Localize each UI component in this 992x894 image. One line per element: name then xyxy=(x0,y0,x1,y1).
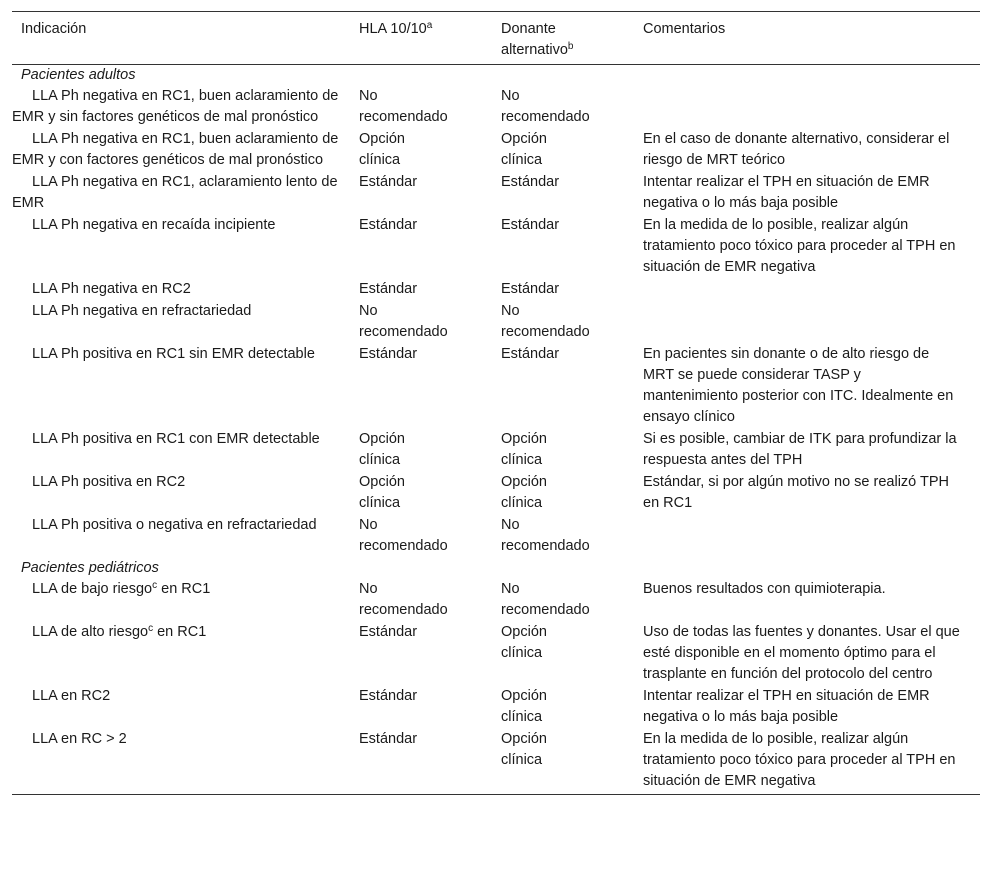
cell-comentarios xyxy=(643,515,980,558)
recommendations-table xyxy=(12,11,980,795)
cell-donante: Opción clínica xyxy=(501,131,547,168)
cell-hla: Estándar xyxy=(359,174,418,190)
cell-hla: Estándar xyxy=(359,688,418,704)
cell-donante: No recomendado xyxy=(501,303,590,340)
table-row xyxy=(12,279,980,301)
cell-comentarios: Uso de todas las fuentes y donantes. Usar el que esté disponible en el momento óptimo para el trasplante en función del protocolo del centro xyxy=(643,624,960,682)
table-row xyxy=(12,344,980,429)
cell-comentarios: En la medida de lo posible, realizar algún tratamiento poco tóxico para proceder al TPH en situación de EMR negativa xyxy=(643,731,956,789)
table-row xyxy=(12,129,980,172)
cell-hla: Estándar xyxy=(359,624,418,640)
header-hla: HLA 10/10$^a$ xyxy=(359,20,433,37)
table-row xyxy=(12,622,980,686)
cell-indicacion: LLA Ph negativa en RC1, aclaramiento lento de EMR xyxy=(12,174,338,211)
cell-donante: Opción clínica xyxy=(501,431,547,468)
table-row xyxy=(12,729,980,795)
cell-indicacion: LLA Ph positiva en RC1 sin EMR detectable xyxy=(32,346,315,362)
cell-indicacion: LLA Ph positiva en RC2 xyxy=(32,474,186,490)
table-row xyxy=(12,686,980,729)
cell-donante: No recomendado xyxy=(501,88,590,125)
header-indicacion: Indicación xyxy=(21,21,87,37)
cell-indicacion: LLA Ph negativa en refractariedad xyxy=(32,303,252,319)
section-label: Pacientes pediátricos xyxy=(21,560,159,576)
cell-hla: Estándar xyxy=(359,731,418,747)
cell-comentarios: En pacientes sin donante o de alto riesgo de MRT se puede considerar TASP y mantenimiento posterior con ITC. Idealmente en ensayo clínico xyxy=(643,346,954,425)
cell-indicacion: LLA Ph negativa en RC1, buen aclaramiento de EMR y sin factores genéticos de mal pronóstico xyxy=(12,88,339,125)
cell-indicacion: LLA Ph negativa en recaída incipiente xyxy=(32,217,276,233)
cell-donante: Estándar xyxy=(501,217,560,233)
cell-indicacion: LLA Ph negativa en RC2 xyxy=(32,281,191,297)
cell-comentarios: En el caso de donante alternativo, considerar el riesgo de MRT teórico xyxy=(643,131,950,168)
table-row xyxy=(12,215,980,279)
table-row xyxy=(12,515,980,558)
cell-hla: Estándar xyxy=(359,281,418,297)
table-row xyxy=(12,472,980,515)
cell-indicacion: LLA de bajo riesgo$^c$ en RC1 xyxy=(32,580,211,597)
cell-comentarios: Intentar realizar el TPH en situación de EMR negativa o lo más baja posible xyxy=(643,688,930,725)
cell-hla: Opción clínica xyxy=(359,131,405,168)
cell-donante: Opción clínica xyxy=(501,474,547,511)
cell-donante: Opción clínica xyxy=(501,731,547,768)
cell-indicacion: LLA de alto riesgo$^c$ en RC1 xyxy=(32,623,207,640)
cell-hla: No recomendado xyxy=(359,581,448,618)
cell-indicacion: LLA en RC > 2 xyxy=(32,731,127,747)
cell-hla: Opción clínica xyxy=(359,474,405,511)
cell-hla: No recomendado xyxy=(359,88,448,125)
cell-comentarios xyxy=(643,279,980,301)
cell-donante: Estándar xyxy=(501,174,560,190)
cell-indicacion: LLA Ph positiva o negativa en refractariedad xyxy=(32,517,317,533)
cell-comentarios xyxy=(643,301,980,344)
cell-indicacion: LLA en RC2 xyxy=(32,688,111,704)
cell-donante: Estándar xyxy=(501,346,560,362)
table-row xyxy=(12,172,980,215)
table-row xyxy=(12,301,980,344)
table-row xyxy=(12,429,980,472)
cell-hla: Estándar xyxy=(359,346,418,362)
header-row xyxy=(12,12,980,65)
cell-donante: No recomendado xyxy=(501,581,590,618)
cell-donante: Opción clínica xyxy=(501,688,547,725)
cell-hla: No recomendado xyxy=(359,303,448,340)
cell-comentarios: Intentar realizar el TPH en situación de EMR negativa o lo más baja posible xyxy=(643,174,930,211)
header-comentarios: Comentarios xyxy=(643,21,726,37)
cell-comentarios: Estándar, si por algún motivo no se realizó TPH en RC1 xyxy=(643,474,950,511)
cell-comentarios xyxy=(643,86,980,129)
cell-indicacion: LLA Ph positiva en RC1 con EMR detectable xyxy=(32,431,320,447)
section-pediatricos xyxy=(12,558,980,579)
cell-comentarios: Buenos resultados con quimioterapia. xyxy=(643,581,886,597)
section-adultos xyxy=(12,65,980,87)
table-row xyxy=(12,579,980,622)
header-donante: Donante alternativo$^b$ xyxy=(501,21,574,58)
section-label: Pacientes adultos xyxy=(21,67,136,83)
cell-donante: Opción clínica xyxy=(501,624,547,661)
cell-hla: Estándar xyxy=(359,217,418,233)
cell-donante: No recomendado xyxy=(501,517,590,554)
cell-indicacion: LLA Ph negativa en RC1, buen aclaramiento de EMR y con factores genéticos de mal pronóstico xyxy=(12,131,339,168)
cell-hla: No recomendado xyxy=(359,517,448,554)
table-row xyxy=(12,86,980,129)
cell-hla: Opción clínica xyxy=(359,431,405,468)
cell-donante: Estándar xyxy=(501,281,560,297)
cell-comentarios: Si es posible, cambiar de ITK para profundizar la respuesta antes del TPH xyxy=(643,431,957,468)
cell-comentarios: En la medida de lo posible, realizar algún tratamiento poco tóxico para proceder al TPH en situación de EMR negativa xyxy=(643,217,956,275)
